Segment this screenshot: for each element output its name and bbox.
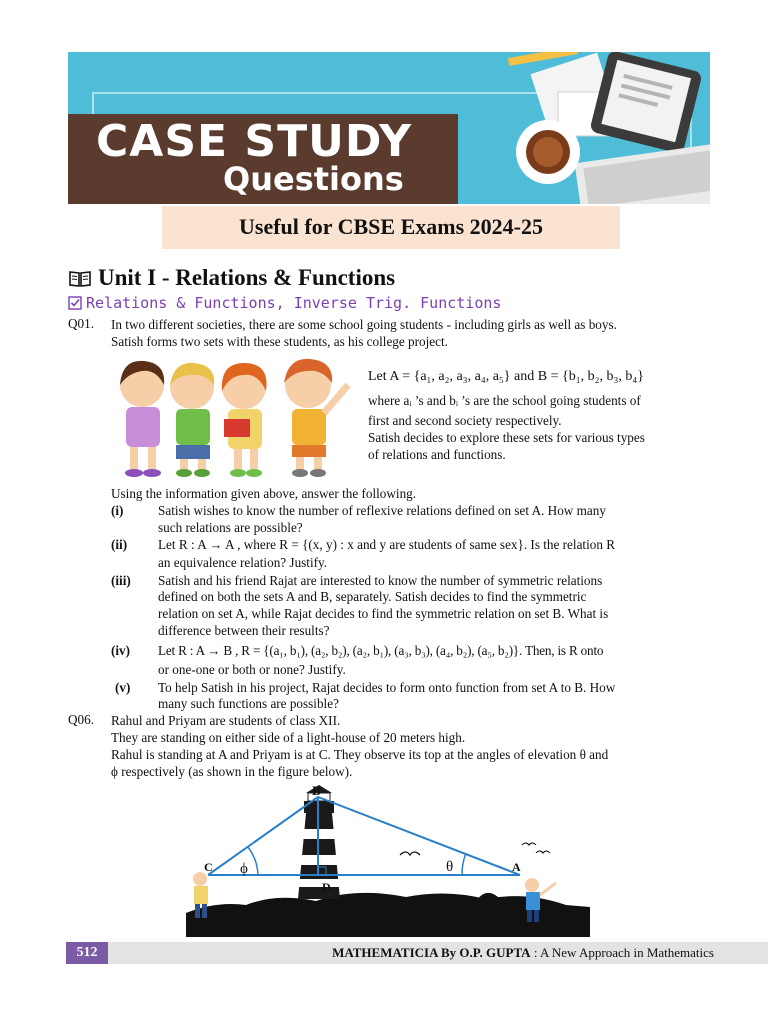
- lighthouse-figure: [186, 783, 590, 937]
- checkbox-icon: [68, 296, 82, 310]
- part-label: (iv): [111, 643, 131, 658]
- q01-explore-2: of relations and functions.: [368, 447, 506, 462]
- q01-where-1: where aᵢ ’s and bᵢ ’s are the school going students of: [368, 393, 641, 408]
- topic-line: [68, 294, 501, 312]
- part-text: many such functions are possible?: [158, 696, 339, 711]
- part-label: (v): [115, 680, 131, 695]
- page-number: 512: [66, 942, 108, 964]
- q01-explore-1: Satish decides to explore these sets for various types: [368, 430, 645, 445]
- unit-title: Unit I - Relations & Functions: [98, 265, 396, 290]
- topic-text: Relations & Functions, Inverse Trig. Functions: [86, 294, 502, 312]
- part-text: relation on set A, while Rajat decides to find the symmetric relation on set B. What is: [158, 606, 609, 621]
- q06-line-3: Rahul is standing at A and Priyam is at C. They observe its top at the angles of elevation θ and: [111, 747, 609, 762]
- q01-intro-1: In two different societies, there are some school going students - including girls as well as boys.: [111, 317, 617, 332]
- children-illustration: [112, 355, 354, 481]
- banner-title: CASE STUDY: [96, 116, 413, 167]
- banner-subtitle-word: Questions: [223, 160, 404, 198]
- book-icon: [68, 269, 92, 287]
- label-phi: ϕ: [240, 861, 248, 877]
- header-banner: [68, 52, 710, 204]
- q06-line-1: Rahul and Priyam are students of class XII.: [111, 713, 341, 728]
- part-text: Satish wishes to know the number of reflexive relations defined on set A. How many: [158, 503, 606, 518]
- unit-heading: [68, 265, 395, 291]
- part-text: Let R : A → A , where R = {(x, y) : x and y are students of same sex}. Is the relation R: [158, 537, 616, 552]
- part-label: (ii): [111, 537, 128, 552]
- q01-instruction: Using the information given above, answer the following.: [111, 486, 417, 501]
- part-text: such relations are possible?: [158, 520, 303, 535]
- q06-line-2: They are standing on either side of a light-house of 20 meters high.: [111, 730, 466, 745]
- label-a: A: [512, 860, 521, 874]
- subtitle-box: [162, 206, 620, 249]
- part-text: Satish and his friend Rajat are interested to know the number of symmetric relations: [158, 573, 603, 588]
- part-label: (i): [111, 503, 124, 518]
- part-label: (iii): [111, 573, 131, 588]
- question-number-q06: Q06.: [68, 712, 95, 727]
- part-text: or one-one or both or none? Justify.: [158, 662, 346, 677]
- part-text: Let R : A → B , R = {(a₁, b₁), (a₂, b₂), (a₂, b₁), (a₃, b₃), (a₄, b₂), (a₅, b₂)}. Then, is R onto: [158, 643, 604, 658]
- footer-text: [332, 945, 714, 961]
- label-d: D: [322, 880, 331, 894]
- label-c: C: [204, 860, 213, 874]
- q01-set-definition: Let A = {a₁, a₂, a₃, a₄, a₅} and B = {b₁, b₂, b₃, b₄}: [368, 369, 644, 384]
- label-theta: θ: [446, 859, 454, 875]
- part-text: defined on both the sets A and B, separately. Satish decides to find the symmetric: [158, 589, 587, 604]
- part-text: an equivalence relation? Justify.: [158, 555, 328, 570]
- question-number-q01: Q01.: [68, 316, 95, 331]
- q01-intro-2: Satish forms two sets with these students, as his college project.: [111, 334, 448, 349]
- subtitle: Useful for CBSE Exams 2024-25: [239, 214, 543, 239]
- part-text: difference between their results?: [158, 623, 330, 638]
- q01-where-2: first and second society respectively.: [368, 413, 562, 428]
- q06-line-4: ϕ respectively (as shown in the figure below).: [111, 764, 353, 779]
- banner-illustration: [468, 52, 710, 204]
- part-text: To help Satish in his project, Rajat decides to form onto function from set A to B. How: [158, 680, 616, 695]
- footer-tagline: : A New Approach in Mathematics: [530, 945, 714, 960]
- footer-book-title: MATHEMATICIA By O.P. GUPTA: [332, 945, 531, 960]
- label-b: B: [312, 783, 321, 798]
